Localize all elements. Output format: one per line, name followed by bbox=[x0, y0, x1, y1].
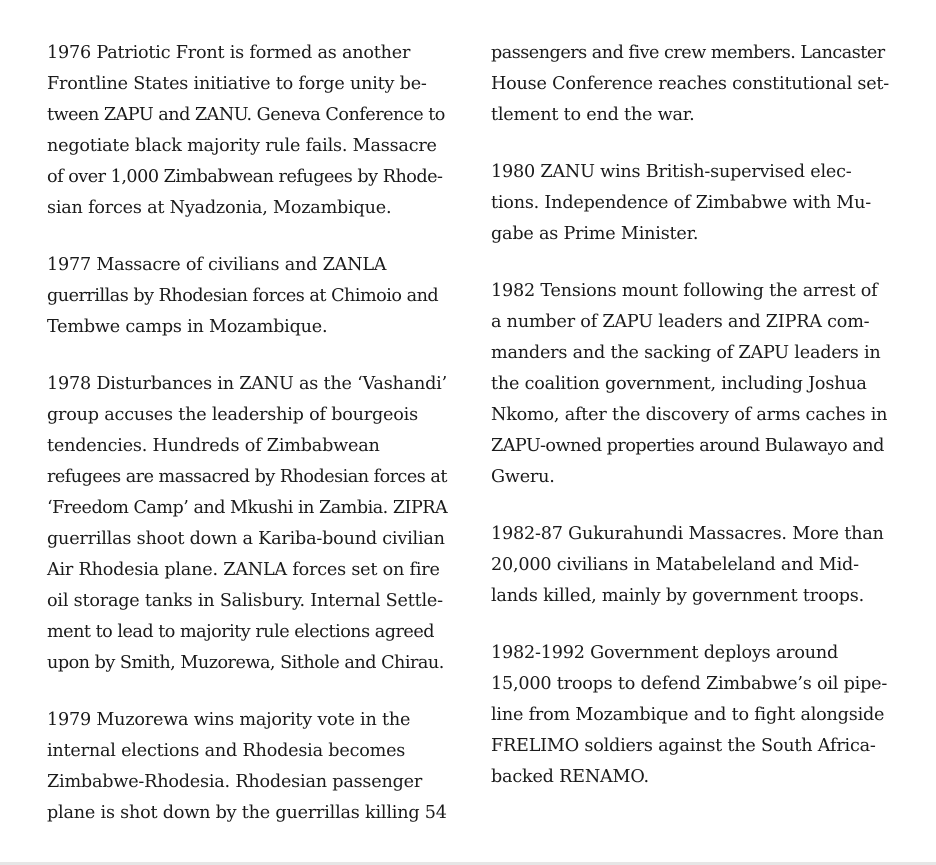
text-line: of over 1,000 Zimbabwean refugees by Rhode- bbox=[47, 167, 443, 187]
text-line: 1978 Disturbances in ZANU as the ‘Vashandi’ bbox=[47, 374, 447, 394]
entry-1980 bbox=[491, 157, 891, 250]
text-line: tlement to end the war. bbox=[491, 105, 695, 125]
text-line: 1979 Muzorewa wins majority vote in the bbox=[47, 710, 411, 730]
text-line: 1982-1992 Government deploys around bbox=[491, 643, 839, 663]
text-line: Air Rhodesia plane. ZANLA forces set on fire bbox=[47, 560, 440, 580]
right-column bbox=[491, 38, 891, 793]
text-line: 1976 Patriotic Front is formed as another bbox=[47, 43, 411, 63]
text-line: tions. Independence of Zimbabwe with Mu- bbox=[491, 193, 871, 213]
entry-1982-1992 bbox=[491, 638, 891, 793]
text-line: ‘Freedom Camp’ and Mkushi in Zambia. ZIPRA bbox=[47, 498, 448, 518]
text-line: 15,000 troops to defend Zimbabwe’s oil pipe- bbox=[491, 674, 888, 694]
entry-1979 bbox=[47, 705, 447, 829]
paragraph-gap bbox=[47, 224, 447, 250]
text-line: 1982-87 Gukurahundi Massacres. More than bbox=[491, 524, 884, 544]
entry-1982 bbox=[491, 276, 891, 493]
text-line: tween ZAPU and ZANU. Geneva Conference to bbox=[47, 105, 445, 125]
text-line: guerrillas shoot down a Kariba-bound civilian bbox=[47, 529, 445, 549]
text-line: negotiate black majority rule fails. Massacre bbox=[47, 136, 437, 156]
text-line: Frontline States initiative to forge unity be- bbox=[47, 74, 427, 94]
paragraph-gap bbox=[47, 679, 447, 705]
paragraph-gap bbox=[491, 612, 891, 638]
text-line: guerrillas by Rhodesian forces at Chimoio and bbox=[47, 286, 439, 306]
text-line: tendencies. Hundreds of Zimbabwean bbox=[47, 436, 380, 456]
entry-1977 bbox=[47, 250, 447, 343]
text-line: passengers and five crew members. Lancaster bbox=[491, 43, 885, 63]
text-line: 1977 Massacre of civilians and ZANLA bbox=[47, 255, 387, 275]
paragraph-gap bbox=[47, 343, 447, 369]
text-line: manders and the sacking of ZAPU leaders in bbox=[491, 343, 881, 363]
entry-1976 bbox=[47, 38, 447, 224]
paragraph-gap bbox=[491, 131, 891, 157]
entry-1979-continued bbox=[491, 38, 891, 131]
text-line: Nkomo, after the discovery of arms caches in bbox=[491, 405, 888, 425]
text-line: 1982 Tensions mount following the arrest of bbox=[491, 281, 878, 301]
text-line: House Conference reaches constitutional set- bbox=[491, 74, 890, 94]
text-line: 20,000 civilians in Matabeleland and Mid- bbox=[491, 555, 859, 575]
text-line: line from Mozambique and to fight alongside bbox=[491, 705, 885, 725]
text-line: group accuses the leadership of bourgeois bbox=[47, 405, 418, 425]
text-line: a number of ZAPU leaders and ZIPRA com- bbox=[491, 312, 870, 332]
text-line: Tembwe camps in Mozambique. bbox=[47, 317, 328, 337]
text-line: Gweru. bbox=[491, 467, 555, 487]
entry-1982-87 bbox=[491, 519, 891, 612]
text-line: refugees are massacred by Rhodesian forces at bbox=[47, 467, 447, 487]
entry-1978 bbox=[47, 369, 447, 679]
paragraph-gap bbox=[491, 493, 891, 519]
text-line: upon by Smith, Muzorewa, Sithole and Chirau. bbox=[47, 653, 444, 673]
text-line: oil storage tanks in Salisbury. Internal Settle- bbox=[47, 591, 443, 611]
text-line: backed RENAMO. bbox=[491, 767, 649, 787]
left-column bbox=[47, 38, 447, 829]
text-line: the coalition government, including Joshua bbox=[491, 374, 867, 394]
text-line: FRELIMO soldiers against the South Africa- bbox=[491, 736, 876, 756]
text-line: ZAPU-owned properties around Bulawayo and bbox=[491, 436, 884, 456]
text-line: 1980 ZANU wins British-supervised elec- bbox=[491, 162, 852, 182]
text-line: ment to lead to majority rule elections agreed bbox=[47, 622, 435, 642]
paragraph-gap bbox=[491, 250, 891, 276]
text-line: sian forces at Nyadzonia, Mozambique. bbox=[47, 198, 392, 218]
text-line: internal elections and Rhodesia becomes bbox=[47, 741, 406, 761]
text-line: lands killed, mainly by government troops. bbox=[491, 586, 865, 606]
text-line: Zimbabwe-Rhodesia. Rhodesian passenger bbox=[47, 772, 423, 792]
text-line: plane is shot down by the guerrillas killing 54 bbox=[47, 803, 447, 823]
text-line: gabe as Prime Minister. bbox=[491, 224, 699, 244]
